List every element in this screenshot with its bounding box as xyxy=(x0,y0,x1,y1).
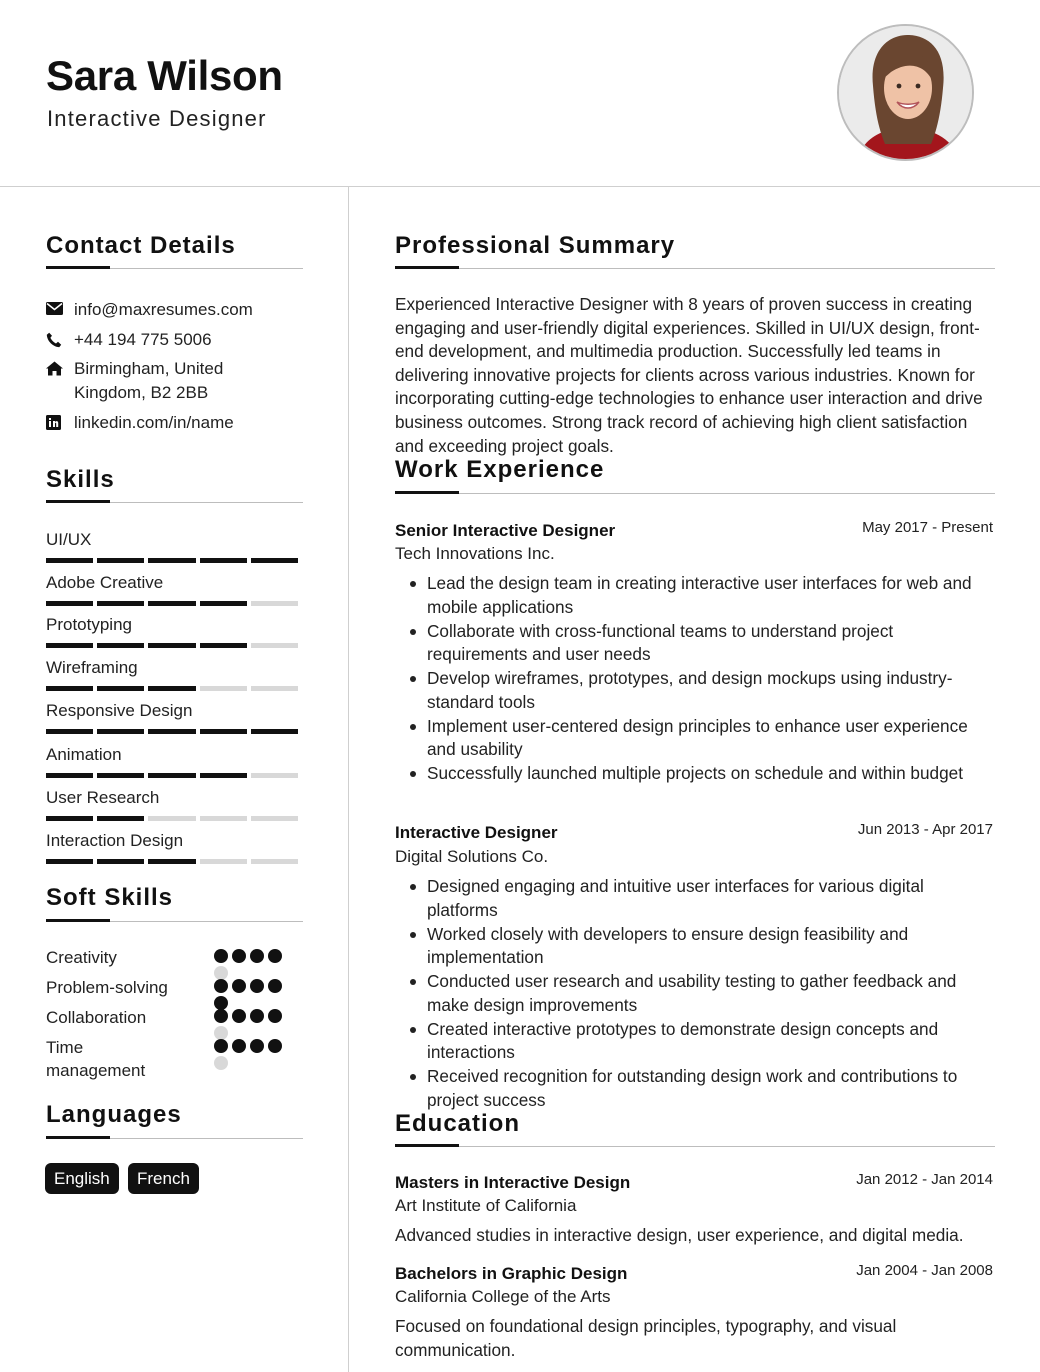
soft-skill-label: Creativity xyxy=(46,948,117,967)
contact-email[interactable] xyxy=(46,298,253,322)
skill-level-segment xyxy=(251,643,298,648)
skill-level-segment xyxy=(148,643,195,648)
rating-dot xyxy=(268,949,282,963)
skill-level-segment xyxy=(46,773,93,778)
resume-header xyxy=(0,0,1040,187)
job-bullet: Conducted user research and usability testing to gather feedback and make design improvements xyxy=(395,970,995,1017)
summary-text: Experienced Interactive Designer with 8 years of proven success in creating engaging and user-friendly digital experiences. Skilled in UI/UX design, front-end development, and multimedia production. Successfully led teams in delivering innovative projects for clients across various industries. Known for incorporating cutting-edge technologies to enhance user interaction and drive business outcomes. Strong track record of achieving high client satisfaction and exceeding project goals. xyxy=(395,294,983,456)
language-badge: English xyxy=(45,1163,119,1194)
skill-level-segment xyxy=(200,643,247,648)
contact-heading: Contact Details xyxy=(46,232,236,259)
summary-rule xyxy=(395,268,995,269)
skill-row xyxy=(46,572,302,606)
rating-dot xyxy=(250,949,264,963)
skill-level-segment xyxy=(251,686,298,691)
email-text: info@maxresumes.com xyxy=(74,300,253,319)
school-name: California College of the Arts xyxy=(395,1287,611,1306)
degree-title: Masters in Interactive Design xyxy=(395,1173,631,1192)
contact-phone[interactable] xyxy=(46,328,212,352)
rating-dot xyxy=(214,1009,228,1023)
job-bullet: Develop wireframes, prototypes, and design mockups using industry-standard tools xyxy=(395,667,995,714)
skill-row xyxy=(46,614,302,648)
rating-dot xyxy=(250,1039,264,1053)
phone-icon xyxy=(46,328,74,352)
rating-dot xyxy=(232,949,246,963)
candidate-title: Interactive Designer xyxy=(47,106,267,131)
skill-level-segment xyxy=(97,558,144,563)
skill-level-segment xyxy=(251,558,298,563)
job-company: Digital Solutions Co. xyxy=(395,847,549,866)
job-bullet: Implement user-centered design principles to enhance user experience and usability xyxy=(395,715,995,762)
job-company: Tech Innovations Inc. xyxy=(395,544,555,563)
job-bullet: Successfully launched multiple projects on schedule and within budget xyxy=(395,762,995,786)
languages-rule xyxy=(46,1138,303,1139)
skill-label: Interaction Design xyxy=(46,831,184,850)
skill-level-segment xyxy=(46,558,93,563)
job-dates: May 2017 - Present xyxy=(862,519,993,536)
rating-dot xyxy=(232,1039,246,1053)
skill-level-bar xyxy=(46,729,302,734)
languages-heading: Languages xyxy=(46,1101,182,1128)
skills-heading: Skills xyxy=(46,466,115,493)
linkedin-icon xyxy=(46,411,74,435)
candidate-name: Sara Wilson xyxy=(46,52,283,99)
skill-level-segment xyxy=(148,601,195,606)
job-bullet: Collaborate with cross-functional teams to understand project requirements and user needs xyxy=(395,620,995,667)
education-rule xyxy=(395,1146,995,1147)
linkedin-text: linkedin.com/in/name xyxy=(74,413,234,432)
skill-level-segment xyxy=(97,601,144,606)
job-dates: Jun 2013 - Apr 2017 xyxy=(857,821,993,838)
skill-level-segment xyxy=(97,816,144,821)
skill-label: UI/UX xyxy=(46,530,92,549)
skill-row xyxy=(46,744,302,778)
school-name: Art Institute of California xyxy=(395,1196,577,1215)
job-title: Interactive Designer xyxy=(395,823,558,842)
contact-address xyxy=(46,357,223,405)
skill-row xyxy=(46,700,302,734)
contact-rule xyxy=(46,268,303,269)
job-bullet: Designed engaging and intuitive user interfaces for various digital platforms xyxy=(395,875,995,922)
skill-level-bar xyxy=(46,643,302,648)
contact-linkedin[interactable] xyxy=(46,411,234,435)
skill-level-segment xyxy=(46,686,93,691)
degree-dates: Jan 2012 - Jan 2014 xyxy=(856,1171,993,1188)
skill-row xyxy=(46,787,302,821)
skill-level-bar xyxy=(46,558,302,563)
rating-dot xyxy=(250,1009,264,1023)
skill-label: Adobe Creative xyxy=(46,573,164,592)
skill-row xyxy=(46,657,302,691)
job-title: Senior Interactive Designer xyxy=(395,521,616,540)
degree-description: Focused on foundational design principles, typography, and visual communication. xyxy=(395,1316,897,1360)
soft-skill-row xyxy=(46,1036,302,1082)
soft-skill-row xyxy=(46,976,302,999)
skill-label: Prototyping xyxy=(46,615,132,634)
skill-label: Wireframing xyxy=(46,658,138,677)
skill-label: Animation xyxy=(46,745,122,764)
rating-dot xyxy=(268,1009,282,1023)
job-bullets xyxy=(395,875,995,1113)
profile-photo xyxy=(837,24,974,161)
rating-dot xyxy=(268,979,282,993)
skill-row xyxy=(46,830,302,864)
skill-level-segment xyxy=(148,773,195,778)
skill-level-segment xyxy=(200,773,247,778)
skills-rule xyxy=(46,502,303,503)
rating-dot xyxy=(268,1039,282,1053)
skill-level-segment xyxy=(46,816,93,821)
skill-level-segment xyxy=(46,729,93,734)
skill-level-segment xyxy=(97,859,144,864)
soft-skills-heading: Soft Skills xyxy=(46,884,174,911)
skill-level-segment xyxy=(251,859,298,864)
soft-skills-rule xyxy=(46,921,303,922)
skill-level-segment xyxy=(46,601,93,606)
job-bullet: Worked closely with developers to ensure design feasibility and implementation xyxy=(395,923,995,970)
skill-level-segment xyxy=(148,558,195,563)
skill-level-segment xyxy=(251,773,298,778)
skill-level-segment xyxy=(148,729,195,734)
column-divider xyxy=(348,187,349,1372)
skill-level-segment xyxy=(97,729,144,734)
skill-level-segment xyxy=(148,816,195,821)
experience-rule xyxy=(395,493,995,494)
rating-dot xyxy=(232,979,246,993)
rating-dot xyxy=(214,1056,228,1070)
skill-level-segment xyxy=(200,601,247,606)
skill-level-segment xyxy=(200,729,247,734)
address-line-2: Kingdom, B2 2BB xyxy=(74,383,209,402)
rating-dot xyxy=(214,979,228,993)
address-line-1: Birmingham, United xyxy=(74,359,224,378)
soft-skill-rating xyxy=(214,1039,288,1070)
rating-dot xyxy=(214,949,228,963)
soft-skill-label: Time management xyxy=(46,1038,146,1080)
skill-level-segment xyxy=(148,686,195,691)
job-bullet: Lead the design team in creating interactive user interfaces for web and mobile applications xyxy=(395,572,995,619)
experience-heading: Work Experience xyxy=(395,456,605,483)
phone-text: +44 194 775 5006 xyxy=(74,330,212,349)
skill-level-bar xyxy=(46,773,302,778)
skill-level-segment xyxy=(251,729,298,734)
skill-level-segment xyxy=(46,859,93,864)
skill-level-bar xyxy=(46,859,302,864)
skill-level-segment xyxy=(251,601,298,606)
skill-level-segment xyxy=(200,558,247,563)
skill-level-segment xyxy=(97,773,144,778)
degree-dates: Jan 2004 - Jan 2008 xyxy=(856,1262,993,1279)
rating-dot xyxy=(232,1009,246,1023)
skill-level-bar xyxy=(46,601,302,606)
rating-dot xyxy=(250,979,264,993)
rating-dot xyxy=(214,1039,228,1053)
soft-skill-row xyxy=(46,946,302,969)
job-bullet: Created interactive prototypes to demonstrate design concepts and interactions xyxy=(395,1018,995,1065)
skill-level-bar xyxy=(46,816,302,821)
skill-level-segment xyxy=(200,686,247,691)
soft-skill-label: Collaboration xyxy=(46,1008,147,1027)
skill-level-segment xyxy=(97,643,144,648)
soft-skill-row xyxy=(46,1006,302,1029)
skill-label: User Research xyxy=(46,788,160,807)
language-badge: French xyxy=(128,1163,199,1194)
degree-title: Bachelors in Graphic Design xyxy=(395,1264,628,1283)
skill-level-segment xyxy=(251,816,298,821)
job-bullets xyxy=(395,572,995,786)
home-icon xyxy=(46,357,74,405)
skill-level-segment xyxy=(148,859,195,864)
envelope-icon xyxy=(46,298,74,322)
skill-row xyxy=(46,529,302,563)
skill-label: Responsive Design xyxy=(46,701,193,720)
degree-description: Advanced studies in interactive design, user experience, and digital media. xyxy=(395,1225,964,1245)
job-bullet: Received recognition for outstanding design work and contributions to project success xyxy=(395,1065,995,1112)
soft-skill-label: Problem-solving xyxy=(46,978,168,997)
skill-level-segment xyxy=(200,816,247,821)
education-heading: Education xyxy=(395,1110,521,1137)
skill-level-segment xyxy=(97,686,144,691)
skill-level-bar xyxy=(46,686,302,691)
skill-level-segment xyxy=(200,859,247,864)
skill-level-segment xyxy=(46,643,93,648)
summary-heading: Professional Summary xyxy=(395,232,676,259)
